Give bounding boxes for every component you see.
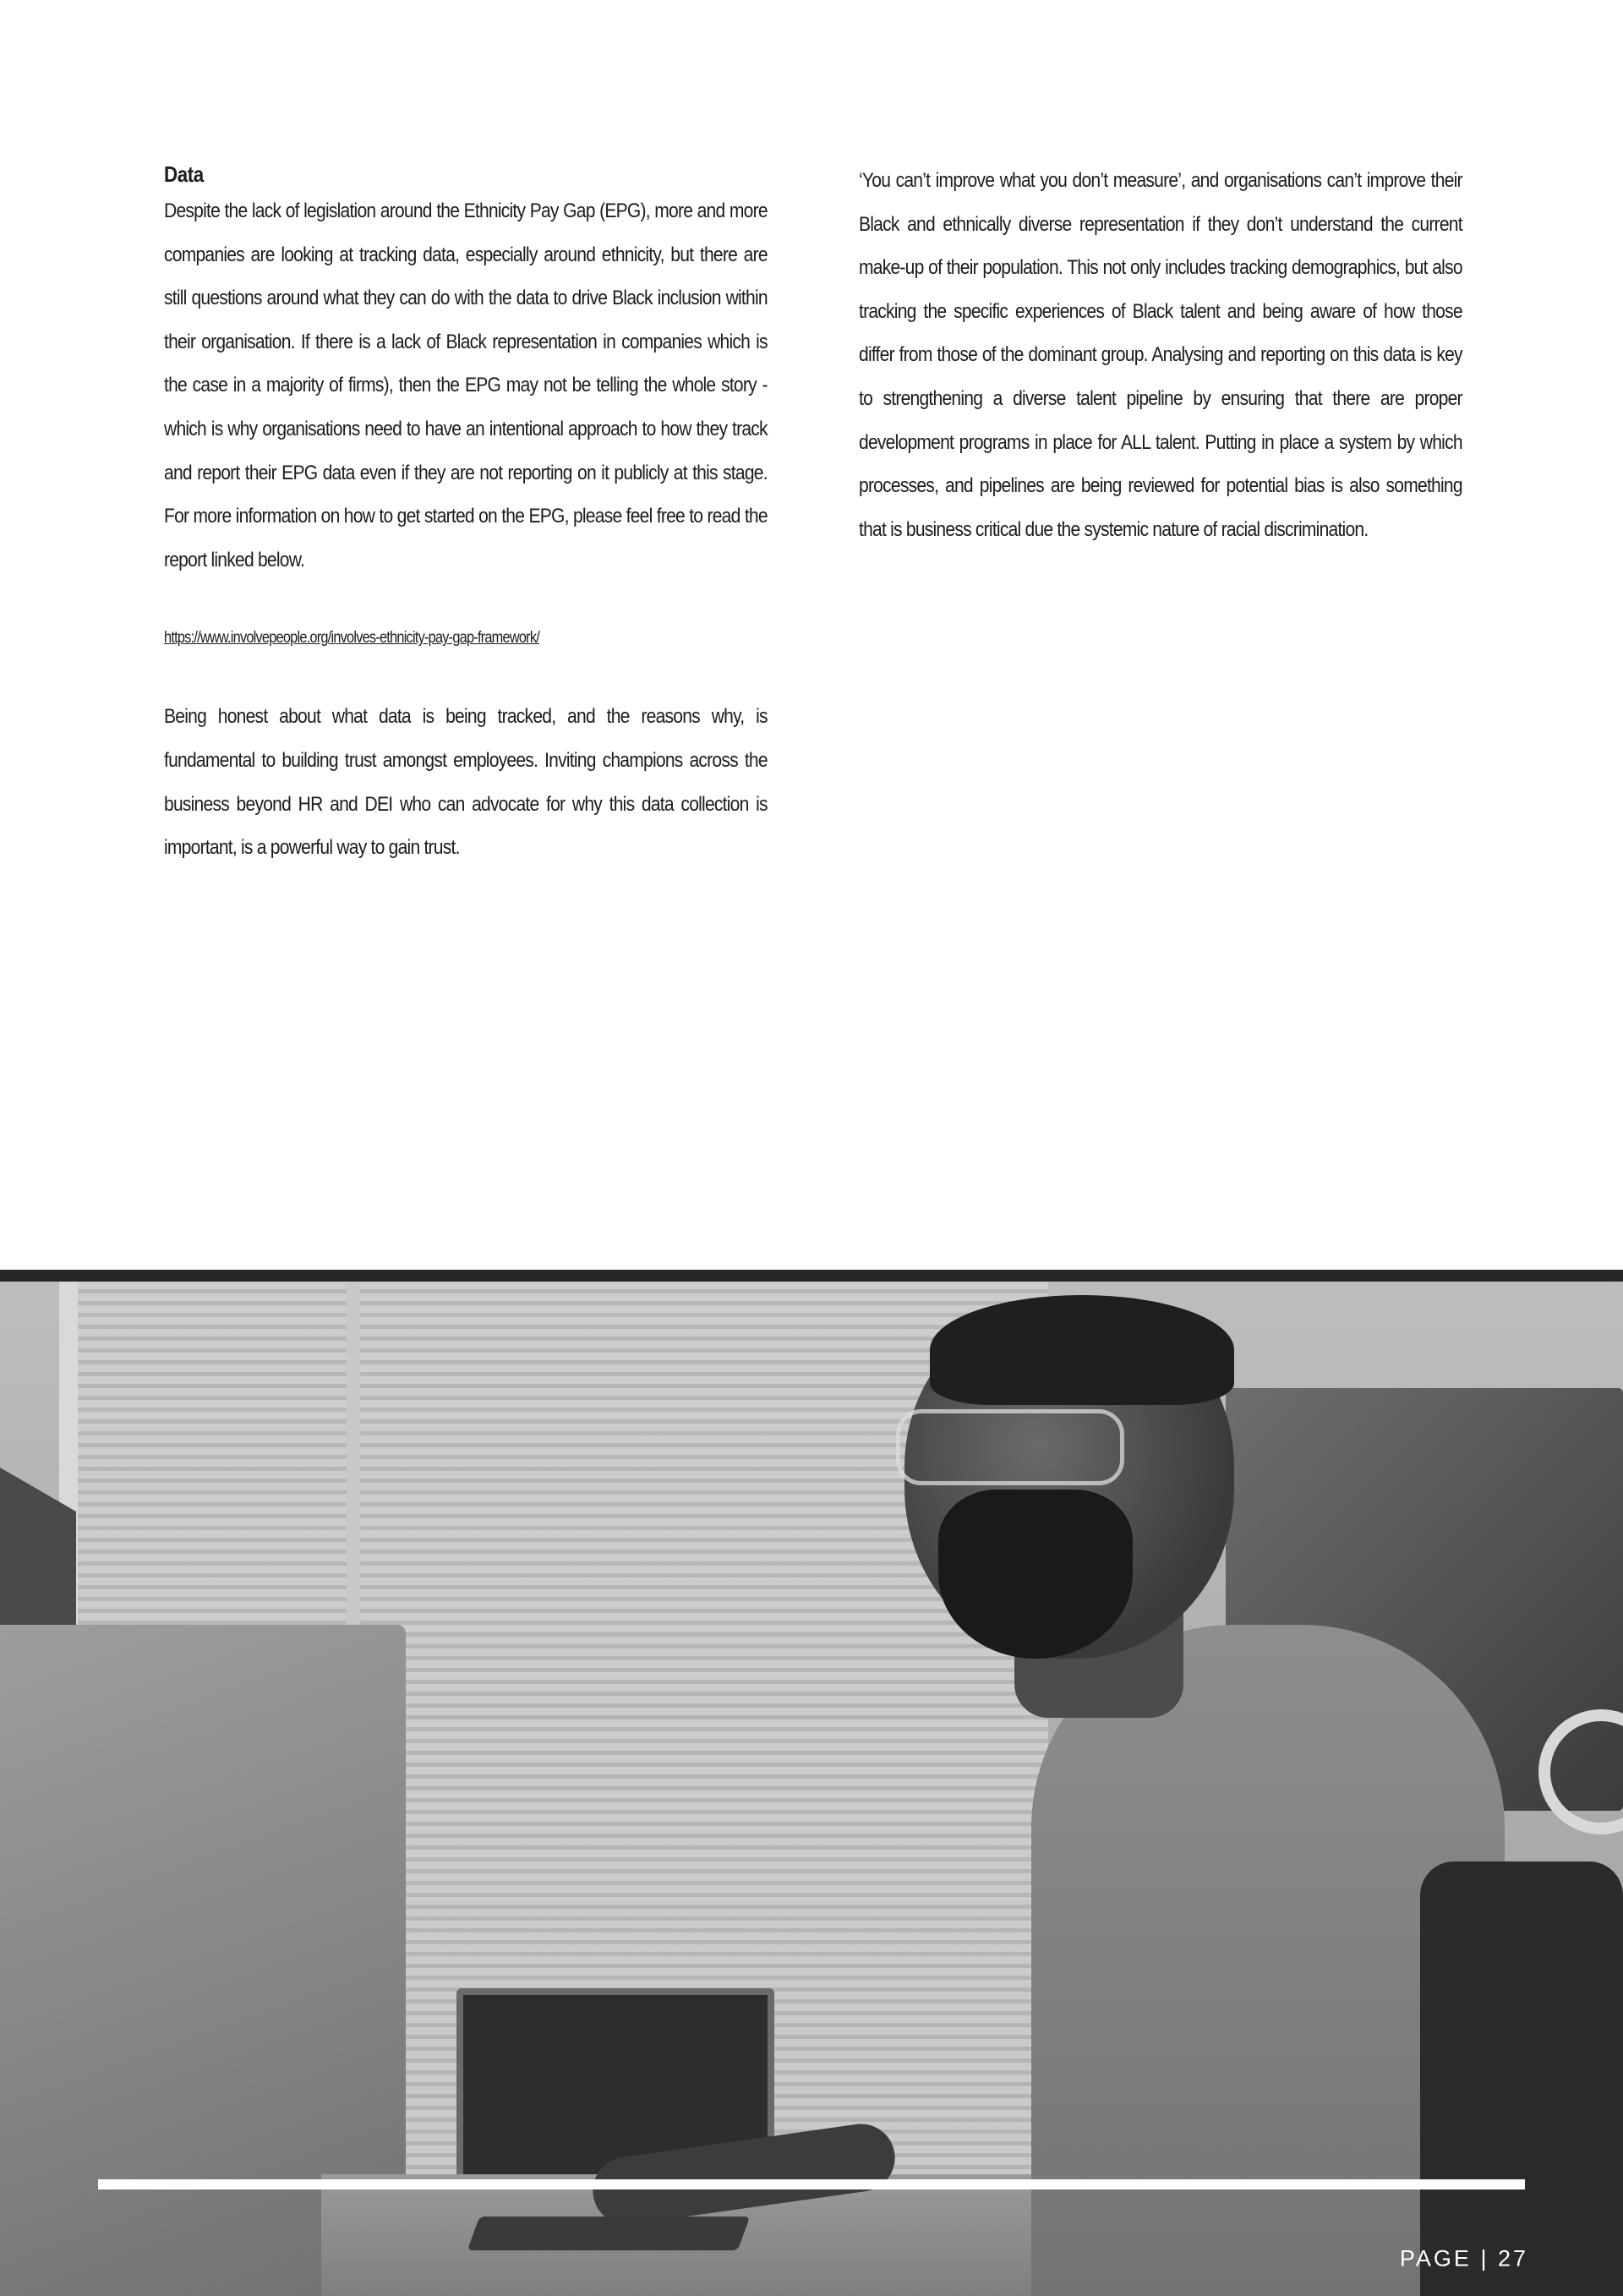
page-number: PAGE | 27 [1399,2245,1528,2271]
photo-top-border [0,1270,1623,1282]
office-chair [1420,1861,1623,2296]
section-heading: Data [164,161,204,187]
office-photo [0,1270,1623,2296]
left-paragraph-1: Despite the lack of legislation around the Ethnicity Pay Gap (EPG), more and more companies are looking at tracking data, especially around ethnicity, but there are still questions around what they can do with the data to drive Black inclusion within their organisation. If there is a lack of Black representation in companies which is the case in a majority of firms), then the EPG may not be telling the whole story - which is why organisations need to have an intentional approach to how they track and report their EPG data even if they are not reporting on it publicly at this stage. For more information on how to get started on the EPG, please feel free to read the report linked below. [164,200,768,571]
person-beard [938,1490,1133,1659]
eyeglasses [896,1409,1124,1485]
epg-framework-link[interactable]: https://www.involvepeople.org/involves-ethnicity-pay-gap-framework/ [164,629,540,648]
keyboard [467,2217,751,2250]
right-column [859,159,1462,551]
left-column [164,159,768,870]
right-paragraph-1: ‘You can’t improve what you don’t measure’, and organisations can’t improve their Black and ethnically diverse representation if they don’t understand the current make-up of their population. This not only includes tracking demographics, but also tracking the specific experiences of Black talent and being aware of how those differ from those of the dominant group. Analysing and reporting on this data is key to strengthening a diverse talent pipeline by ensuring that there are proper development programs in place for ALL talent. Putting in place a system by which processes, and pipelines are being reviewed for potential bias is also something that is business critical due the systemic nature of racial discrimination. [859,169,1462,541]
person-hair [930,1295,1234,1405]
left-paragraph-2: Being honest about what data is being tracked, and the reasons why, is fundamental to building trust amongst employees. Inviting champions across the business beyond HR and DEI who can advocate for why this data collection is important, is a powerful way to gain trust. [164,705,768,860]
footer-rule [98,2179,1525,2189]
